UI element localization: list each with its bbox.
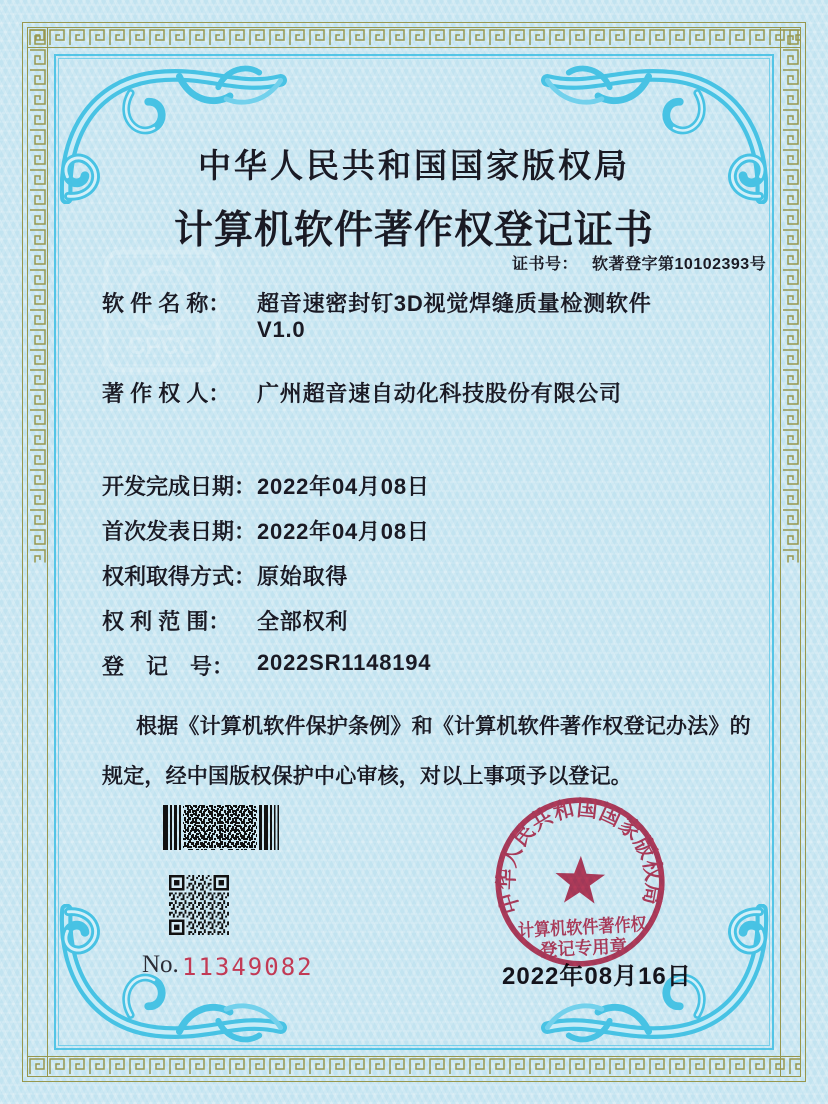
meander-border-bottom bbox=[27, 1056, 801, 1077]
field-label-dev-complete-date: 开发完成日期： bbox=[102, 474, 257, 499]
svg-text:CPCC: CPCC bbox=[127, 333, 197, 360]
field-label-registration-number: 登 记 号： bbox=[102, 654, 235, 679]
field-label-copyright-owner: 著 作 权 人： bbox=[102, 381, 231, 406]
field-value-software-version: V1.0 bbox=[257, 317, 306, 342]
body-text-line1: 根据《计算机软件保护条例》和《计算机软件著作权登记办法》的 bbox=[136, 715, 751, 738]
field-value-dev-complete-date: 2022年04月08日 bbox=[257, 474, 430, 499]
issue-date: 2022年08月16日 bbox=[502, 963, 692, 990]
field-value-registration-number: 2022SR1148194 bbox=[257, 650, 432, 675]
serial-number: 11349082 bbox=[182, 953, 314, 981]
field-label-rights-scope: 权 利 范 围： bbox=[102, 609, 231, 634]
serial-prefix: No. bbox=[142, 951, 179, 978]
qr-code bbox=[168, 875, 230, 935]
authority-title: 中华人民共和国国家版权局 bbox=[198, 147, 630, 184]
field-label-software-name: 软 件 名 称： bbox=[102, 291, 231, 316]
field-label-rights-acquisition: 权利取得方式： bbox=[102, 564, 257, 589]
field-label-first-publish-date: 首次发表日期： bbox=[102, 519, 257, 544]
field-value-rights-acquisition: 原始取得 bbox=[257, 564, 349, 589]
seal-ring-text: 中华人民共和国国家版权局 bbox=[493, 795, 667, 917]
seal-star bbox=[554, 855, 605, 904]
barcode bbox=[163, 805, 281, 850]
field-value-copyright-owner: 广州超音速自动化科技股份有限公司 bbox=[257, 381, 622, 406]
field-value-software-name: 超音速密封钉3D视觉焊缝质量检测软件 bbox=[257, 291, 652, 316]
certificate-number-line bbox=[512, 251, 766, 274]
meander-border-top bbox=[27, 27, 801, 48]
field-value-rights-scope: 全部权利 bbox=[257, 609, 349, 634]
certificate-title: 计算机软件著作权登记证书 bbox=[173, 209, 654, 252]
certificate-number-value: 软著登字第10102393号 bbox=[592, 256, 767, 273]
body-text-line2: 规定，经中国版权保护中心审核，对以上事项予以登记。 bbox=[102, 765, 632, 788]
seal-line1: 计算机软件著作权 bbox=[517, 913, 662, 941]
seal-line2: 登记专用章 bbox=[539, 935, 630, 961]
certificate-number-label: 证书号： bbox=[512, 256, 579, 273]
svg-text:中华人民共和国国家版权局 bbox=[489, 791, 669, 917]
official-seal bbox=[489, 791, 672, 974]
field-value-first-publish-date: 2022年04月08日 bbox=[257, 519, 430, 544]
